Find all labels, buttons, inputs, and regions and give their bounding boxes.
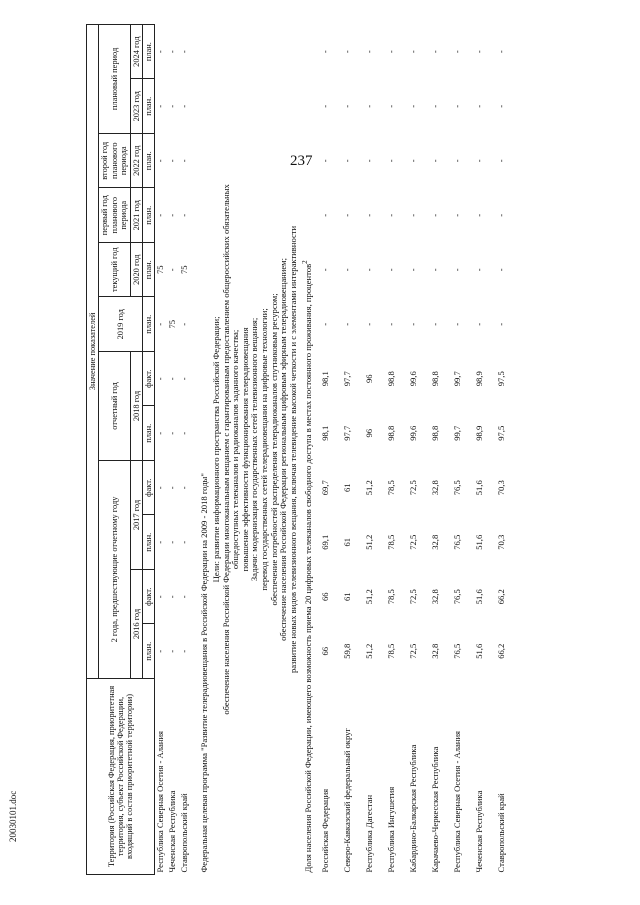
row-value-cell: 61 bbox=[342, 483, 353, 493]
row-value-cell: - bbox=[167, 377, 178, 381]
row-value-cell: - bbox=[408, 50, 419, 54]
row-value-cell: 51,2 bbox=[364, 589, 375, 605]
row-value-cell: 98,8 bbox=[386, 371, 397, 387]
row-value-cell: - bbox=[320, 50, 331, 54]
row-territory-name: Чеченская Республика bbox=[167, 790, 178, 873]
row-value-cell: - bbox=[178, 213, 189, 217]
row-value-cell: 61 bbox=[342, 592, 353, 602]
row-value-cell: 69,1 bbox=[320, 534, 331, 550]
row-value-cell: - bbox=[408, 104, 419, 108]
row-value-cell: - bbox=[496, 50, 507, 54]
table-row bbox=[447, 24, 469, 874]
row-value-cell: - bbox=[452, 104, 463, 108]
row-value-cell: 51,6 bbox=[474, 643, 485, 659]
plan-label: план. bbox=[143, 406, 155, 461]
row-value-cell: - bbox=[155, 649, 166, 653]
row-value-cell: - bbox=[474, 213, 485, 217]
row-value-cell: 99,7 bbox=[452, 425, 463, 441]
row-value-cell: 98,8 bbox=[430, 371, 441, 387]
row-value-cell: - bbox=[408, 322, 419, 326]
table-row bbox=[491, 24, 513, 874]
row-value-cell: 76,5 bbox=[452, 643, 463, 659]
table-row bbox=[359, 24, 381, 874]
row-value-cell: - bbox=[155, 322, 166, 326]
row-value-cell: - bbox=[320, 268, 331, 272]
table-row bbox=[179, 24, 191, 874]
row-value-cell: 76,5 bbox=[452, 589, 463, 605]
indicator-title: Доля населения Российской Федерации, имеющего возможность приема 20 цифровых телеканалов свободного доступа в местах постоянного проживания, процентов$^2$ bbox=[300, 260, 313, 873]
row-value-cell: 32,8 bbox=[430, 589, 441, 605]
row-value-cell: - bbox=[452, 268, 463, 272]
row-value-cell: - bbox=[155, 431, 166, 435]
row-value-cell: - bbox=[364, 159, 375, 163]
row-value-cell: - bbox=[167, 268, 178, 272]
row-value-cell: 98,8 bbox=[386, 425, 397, 441]
row-value-cell: 99,6 bbox=[408, 371, 419, 387]
row-value-cell: - bbox=[320, 322, 331, 326]
row-value-cell: - bbox=[386, 213, 397, 217]
row-territory-name: Северо-Кавказский федеральный округ bbox=[342, 728, 353, 873]
row-value-cell: - bbox=[386, 104, 397, 108]
row-value-cell: - bbox=[167, 486, 178, 490]
row-territory-name: Республика Дагестан bbox=[364, 794, 375, 873]
row-territory-name: Российская Федерация bbox=[320, 788, 331, 873]
row-value-cell: 98,1 bbox=[320, 371, 331, 387]
row-value-cell: - bbox=[155, 377, 166, 381]
row-territory-name: Республика Северная Осетия - Алания bbox=[452, 731, 463, 873]
row-value-cell: - bbox=[155, 540, 166, 544]
row-value-cell: 72,5 bbox=[408, 589, 419, 605]
row-territory-name: Ставропольский край bbox=[496, 793, 507, 873]
row-value-cell: - bbox=[364, 104, 375, 108]
row-value-cell: - bbox=[167, 431, 178, 435]
year-2019-header: 2019 год bbox=[99, 297, 143, 352]
table-row bbox=[469, 24, 491, 874]
row-value-cell: - bbox=[474, 104, 485, 108]
row-value-cell: 76,5 bbox=[452, 534, 463, 550]
row-value-cell: - bbox=[167, 540, 178, 544]
footnote-mark: 2 bbox=[300, 260, 309, 264]
row-territory-name: Кабардино-Балкарская Республика bbox=[408, 744, 419, 873]
fact-label: факт. bbox=[143, 570, 155, 625]
row-value-cell: 96 bbox=[364, 374, 375, 384]
fact-label: факт. bbox=[143, 352, 155, 407]
row-value-cell: - bbox=[474, 50, 485, 54]
row-value-cell: 32,8 bbox=[430, 643, 441, 659]
row-value-cell: 75 bbox=[178, 265, 189, 275]
row-value-cell: - bbox=[320, 159, 331, 163]
row-value-cell: - bbox=[178, 486, 189, 490]
row-value-cell: - bbox=[496, 104, 507, 108]
row-value-cell: - bbox=[408, 268, 419, 272]
plan-label: план. bbox=[143, 515, 155, 570]
plan-label: план. bbox=[143, 624, 155, 679]
row-value-cell: 98,9 bbox=[474, 425, 485, 441]
year-2024-header: 2024 год bbox=[130, 24, 142, 79]
plan-label: план. bbox=[143, 297, 155, 352]
row-value-cell: - bbox=[320, 213, 331, 217]
row-value-cell: - bbox=[452, 213, 463, 217]
row-value-cell: - bbox=[178, 649, 189, 653]
fact-label: факт. bbox=[143, 461, 155, 516]
program-goal-line: перевод государственных сетей телерадиовещания на цифровые технологии; bbox=[259, 308, 270, 591]
program-goal-line: обеспечение населения Российской Федерации многоканальным вещанием с гарантированным предоставлением общероссийских обязательных bbox=[220, 184, 231, 715]
row-value-cell: - bbox=[342, 104, 353, 108]
row-value-cell: 98,8 bbox=[430, 425, 441, 441]
row-value-cell: 78,5 bbox=[386, 534, 397, 550]
row-value-cell: - bbox=[178, 595, 189, 599]
row-value-cell: 32,8 bbox=[430, 480, 441, 496]
row-value-cell: 98,9 bbox=[474, 371, 485, 387]
program-goal-line: обеспечение потребностей распределения телерадиоканалов спутниковым ресурсом; bbox=[268, 293, 279, 606]
row-value-cell: - bbox=[474, 159, 485, 163]
indicator-values-header: Значение показателей bbox=[87, 24, 99, 678]
table-row bbox=[315, 24, 337, 874]
row-territory-name: Ставропольский край bbox=[178, 793, 189, 873]
row-value-cell: - bbox=[178, 159, 189, 163]
program-title: Федеральная целевая программа "Развитие телерадиовещания в Российской Федерации на 2009 - 2018 годы" bbox=[199, 473, 210, 873]
row-territory-name: Чеченская Республика bbox=[474, 790, 485, 873]
row-value-cell: 72,5 bbox=[408, 480, 419, 496]
first-year-plan-header: первый год планового периода bbox=[99, 188, 130, 243]
row-value-cell: - bbox=[155, 104, 166, 108]
row-value-cell: 51,2 bbox=[364, 480, 375, 496]
row-value-cell: 69,7 bbox=[320, 480, 331, 496]
row-value-cell: - bbox=[178, 50, 189, 54]
year-2021-header: 2021 год bbox=[130, 188, 142, 243]
two-years-before-header: 2 года, предшествующие отчетному году bbox=[99, 461, 130, 679]
row-value-cell: 99,7 bbox=[452, 371, 463, 387]
year-2020-header: 2020 год bbox=[130, 243, 142, 298]
row-value-cell: - bbox=[167, 159, 178, 163]
year-2018-header: 2018 год bbox=[130, 352, 142, 461]
row-value-cell: 51,6 bbox=[474, 534, 485, 550]
row-value-cell: - bbox=[342, 268, 353, 272]
plan-label: план. bbox=[143, 79, 155, 134]
row-value-cell: - bbox=[386, 159, 397, 163]
plan-label: план. bbox=[143, 24, 155, 79]
row-value-cell: - bbox=[178, 377, 189, 381]
table-row bbox=[425, 24, 447, 874]
row-value-cell: 66,2 bbox=[496, 643, 507, 659]
row-value-cell: 78,5 bbox=[386, 589, 397, 605]
row-value-cell: - bbox=[155, 213, 166, 217]
row-value-cell: - bbox=[342, 159, 353, 163]
row-value-cell: - bbox=[430, 104, 441, 108]
top-rows bbox=[155, 24, 190, 874]
rotated-table-container bbox=[86, 25, 626, 875]
row-value-cell: - bbox=[342, 50, 353, 54]
row-value-cell: - bbox=[167, 50, 178, 54]
row-value-cell: - bbox=[452, 322, 463, 326]
row-value-cell: 75 bbox=[155, 265, 166, 275]
page-number: 237 bbox=[290, 153, 313, 169]
row-value-cell: 78,5 bbox=[386, 480, 397, 496]
program-section bbox=[190, 24, 212, 874]
row-value-cell: 61 bbox=[342, 537, 353, 547]
row-value-cell: - bbox=[155, 159, 166, 163]
year-2023-header: 2023 год bbox=[130, 79, 142, 134]
row-value-cell: 51,6 bbox=[474, 480, 485, 496]
row-value-cell: - bbox=[178, 104, 189, 108]
row-value-cell: - bbox=[430, 213, 441, 217]
program-goal-line: обеспечение населения Российской Федерации региональным цифровым эфирным телерадиовещанием; bbox=[278, 258, 289, 641]
current-year-header: текущий год bbox=[99, 243, 130, 298]
row-value-cell: - bbox=[178, 540, 189, 544]
row-value-cell: - bbox=[167, 104, 178, 108]
row-value-cell: 96 bbox=[364, 428, 375, 438]
row-value-cell: 97,5 bbox=[496, 371, 507, 387]
row-value-cell: - bbox=[474, 268, 485, 272]
row-value-cell: - bbox=[364, 213, 375, 217]
territory-header: Территория (Российская Федерация, приоритетная территория, субъект Российской Федерации, входящий в состав приоритетной территории) bbox=[87, 679, 155, 875]
program-goal-line: общедоступных телеканалов и радиоканалов заданного качества; bbox=[230, 329, 241, 570]
program-goal-line: повышение эффективности функционирования телерадиовещания bbox=[239, 327, 250, 572]
row-value-cell: 97,7 bbox=[342, 425, 353, 441]
row-value-cell: 32,8 bbox=[430, 534, 441, 550]
plan-label: план. bbox=[143, 134, 155, 189]
row-value-cell: 76,5 bbox=[452, 480, 463, 496]
indicator-section bbox=[299, 24, 315, 874]
plan-label: план. bbox=[143, 243, 155, 298]
row-value-cell: - bbox=[364, 50, 375, 54]
row-value-cell: - bbox=[342, 213, 353, 217]
row-value-cell: - bbox=[178, 322, 189, 326]
row-value-cell: - bbox=[430, 322, 441, 326]
row-value-cell: 72,5 bbox=[408, 534, 419, 550]
footer-doc-code: 20030101.doc bbox=[8, 790, 18, 842]
row-value-cell: - bbox=[408, 159, 419, 163]
row-value-cell: 75 bbox=[167, 319, 178, 329]
row-value-cell: - bbox=[364, 322, 375, 326]
row-value-cell: - bbox=[167, 213, 178, 217]
row-value-cell: 98,1 bbox=[320, 425, 331, 441]
row-value-cell: - bbox=[155, 595, 166, 599]
row-value-cell: 59,8 bbox=[342, 643, 353, 659]
plan-label: план. bbox=[143, 188, 155, 243]
row-value-cell: - bbox=[167, 649, 178, 653]
row-value-cell: - bbox=[430, 159, 441, 163]
row-value-cell: - bbox=[496, 213, 507, 217]
row-value-cell: - bbox=[474, 322, 485, 326]
row-territory-name: Карачаево-Черкесская Республика bbox=[430, 746, 441, 873]
year-2016-header: 2016 год bbox=[130, 570, 142, 679]
row-value-cell: 51,2 bbox=[364, 534, 375, 550]
row-value-cell: - bbox=[496, 159, 507, 163]
row-value-cell: - bbox=[452, 50, 463, 54]
row-value-cell: 70,3 bbox=[496, 534, 507, 550]
table-row bbox=[337, 24, 359, 874]
row-value-cell: - bbox=[430, 268, 441, 272]
row-value-cell: - bbox=[452, 159, 463, 163]
row-value-cell: - bbox=[386, 268, 397, 272]
program-goal-line: Задачи: модернизация государственных сетей телевизионного вещания; bbox=[249, 317, 260, 582]
table-row bbox=[167, 24, 179, 874]
row-value-cell: - bbox=[364, 268, 375, 272]
row-value-cell: - bbox=[496, 268, 507, 272]
indicators-table bbox=[86, 24, 513, 875]
indicator-rows bbox=[315, 24, 513, 874]
row-value-cell: 70,3 bbox=[496, 480, 507, 496]
row-value-cell: - bbox=[408, 213, 419, 217]
year-2022-header: 2022 год bbox=[130, 134, 142, 189]
year-2017-header: 2017 год bbox=[130, 461, 142, 570]
row-territory-name: Республика Ингушетия bbox=[386, 786, 397, 873]
row-value-cell: - bbox=[320, 104, 331, 108]
row-value-cell: - bbox=[155, 50, 166, 54]
table-row bbox=[381, 24, 403, 874]
row-value-cell: - bbox=[386, 322, 397, 326]
plan-period-header: плановый период bbox=[99, 24, 130, 133]
row-value-cell: 51,6 bbox=[474, 589, 485, 605]
row-value-cell: 66 bbox=[320, 592, 331, 602]
program-goals bbox=[212, 24, 299, 874]
row-value-cell: - bbox=[155, 486, 166, 490]
row-value-cell: 51,2 bbox=[364, 643, 375, 659]
table-row bbox=[155, 24, 167, 874]
row-value-cell: 99,6 bbox=[408, 425, 419, 441]
second-year-plan-header: второй год планового периода bbox=[99, 134, 130, 189]
row-value-cell: - bbox=[496, 322, 507, 326]
row-value-cell: 97,5 bbox=[496, 425, 507, 441]
table-row bbox=[403, 24, 425, 874]
row-value-cell: - bbox=[430, 50, 441, 54]
row-value-cell: 78,5 bbox=[386, 643, 397, 659]
report-year-header: отчетный год bbox=[99, 352, 130, 461]
row-value-cell: 97,7 bbox=[342, 371, 353, 387]
row-value-cell: - bbox=[178, 431, 189, 435]
row-territory-name: Республика Северная Осетия - Алания bbox=[155, 731, 166, 873]
program-goal-line: развитие новых видов телевизионного вещания, включая телевидение высокой четкости и с элементами интерактивности bbox=[287, 225, 298, 674]
row-value-cell: - bbox=[386, 50, 397, 54]
row-value-cell: 72,5 bbox=[408, 643, 419, 659]
row-value-cell: - bbox=[342, 322, 353, 326]
row-value-cell: - bbox=[167, 595, 178, 599]
row-value-cell: 66 bbox=[320, 646, 331, 656]
row-value-cell: 66,2 bbox=[496, 589, 507, 605]
program-goal-line: Цели: развитие информационного пространства Российской Федерации; bbox=[210, 316, 221, 583]
